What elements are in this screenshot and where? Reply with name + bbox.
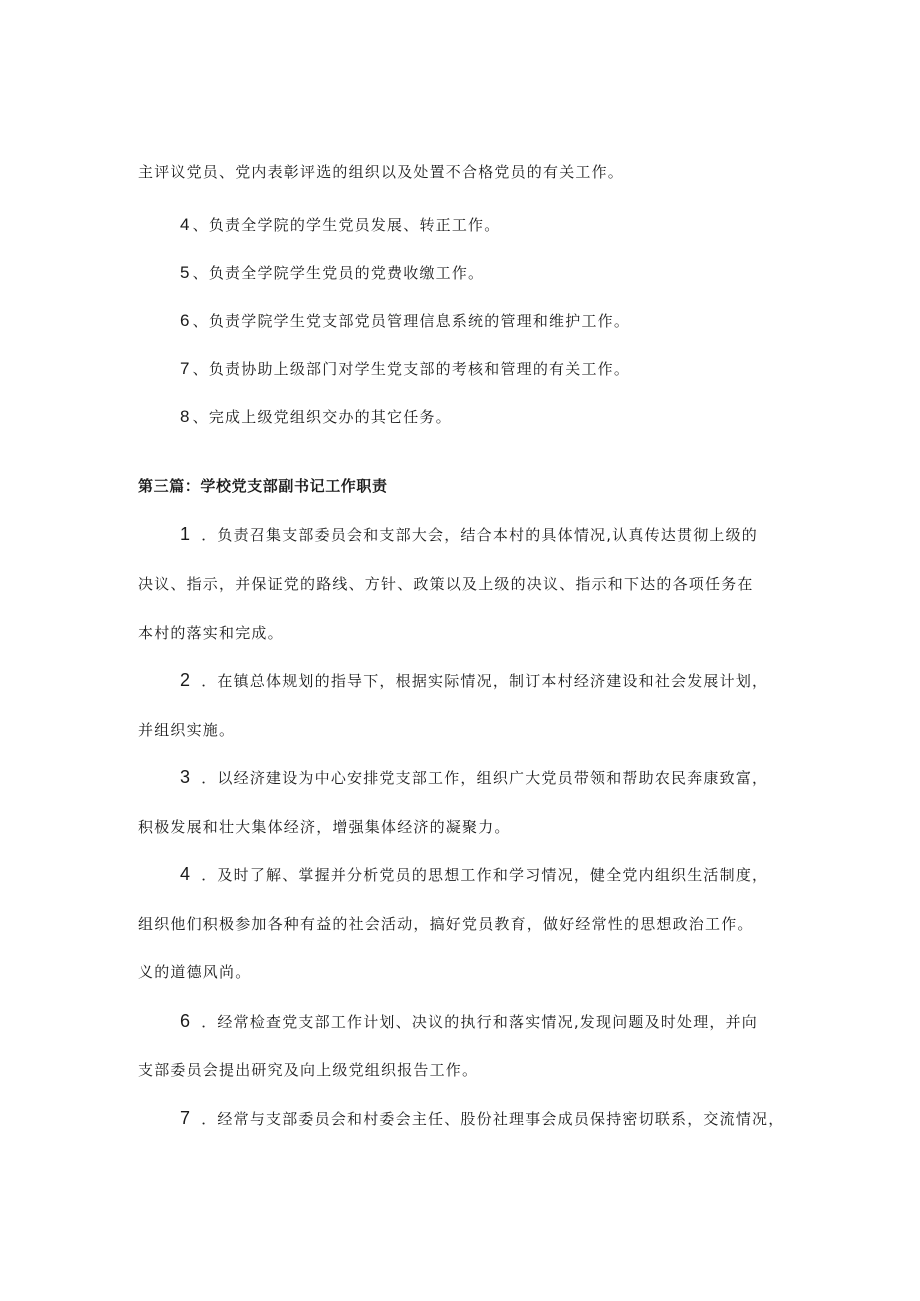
duty-paragraph-line: 本村的落实和完成。 [138,624,284,642]
duty-paragraph-line [180,524,758,545]
duty-paragraph-line [180,864,768,885]
item-number: 4 [180,864,192,884]
item-number: 4 [180,215,191,234]
item-number: 7 [180,359,191,378]
paragraph-text: ．在镇总体规划的指导下，根据实际情况，制订本村经济建设和社会发展计划， [201,672,769,690]
duty-paragraph-line: 决议、指示，并保证党的路线、方针、政策以及上级的决议、指示和下达的各项任务在 [138,575,754,593]
duty-paragraph-line [180,767,768,788]
item-number: 6 [180,311,191,330]
item-text: 、负责全学院的学生党员发展、转正工作。 [192,216,501,234]
paragraph-text: ．以经济建设为中心安排党支部工作，组织广大党员带领和帮助农民奔康致富， [201,769,769,787]
item-number: 5 [180,263,191,282]
item-number: 1 [180,524,192,544]
paragraph-text: ．负责召集支部委员会和支部大会，结合本村的具体情况,认真传达贯彻上级的 [201,526,758,544]
list-item [180,407,452,427]
duty-paragraph-line [180,1011,758,1032]
item-number: 2 [180,670,192,690]
duty-paragraph-line: 支部委员会提出研究及向上级党组织报告工作。 [138,1061,479,1079]
duty-paragraph-line: 组织他们积极参加各种有益的社会活动，搞好党员教育，做好经常性的思想政治工作。 [138,915,754,933]
item-number: 8 [180,407,191,426]
duty-paragraph-line: 并组织实施。 [138,721,236,739]
continuation-paragraph: 主评议党员、党内表彰评选的组织以及处置不合格党员的有关工作。 [138,163,625,181]
list-item [180,359,630,379]
duty-paragraph-line [180,670,768,691]
item-text: 、负责全学院学生党员的党费收缴工作。 [192,264,485,282]
paragraph-text: ．经常检查党支部工作计划、决议的执行和落实情况,发现问题及时处理，并向 [201,1013,758,1031]
item-number: 6 [180,1011,192,1031]
list-item [180,215,500,235]
duty-paragraph-line: 义的道德风尚。 [138,963,252,981]
item-number: 3 [180,767,192,787]
item-number: 7 [180,1108,192,1128]
item-text: 、完成上级党组织交办的其它任务。 [192,408,452,426]
list-item [180,263,484,283]
duty-paragraph-line: 积极发展和壮大集体经济，增强集体经济的凝聚力。 [138,818,511,836]
paragraph-text: ．及时了解、掌握并分析党员的思想工作和学习情况，健全党内组织生活制度， [201,866,769,884]
item-text: 、负责学院学生党支部党员管理信息系统的管理和维护工作。 [192,312,631,330]
section-heading: 第三篇：学校党支部副书记工作职责 [138,477,388,495]
duty-paragraph-line [180,1108,784,1129]
item-text: 、负责协助上级部门对学生党支部的考核和管理的有关工作。 [192,360,631,378]
paragraph-text: ．经常与支部委员会和村委会主任、股份社理事会成员保持密切联系，交流情况， [201,1110,785,1128]
list-item [180,311,630,331]
